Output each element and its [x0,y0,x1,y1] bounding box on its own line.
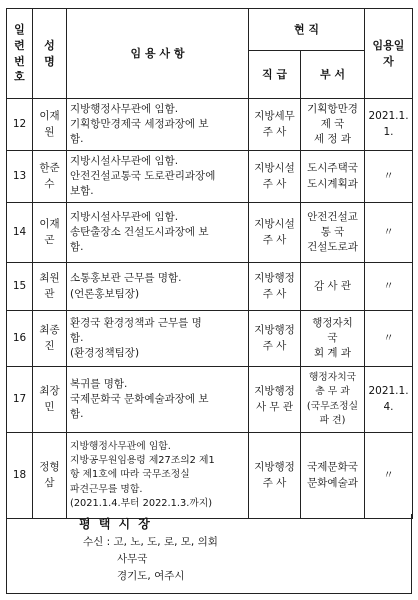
rank-cell: 지방행정 사 무 관 [249,367,301,433]
row-number: 14 [7,203,33,263]
row-number: 13 [7,151,33,203]
row-number: 16 [7,311,33,367]
department-cell: 감 사 관 [301,263,365,311]
rank-cell: 지방행정 주 사 [249,263,301,311]
date-cell: 〃 [365,263,413,311]
recipient-list [83,534,218,584]
department-cell: 행정자치국 총 무 과 (국무조정실 파 견) [301,367,365,433]
person-name: 이재 곤 [33,203,67,263]
detail-line: 함. [70,241,84,254]
detail-line: 국제문화국 문화예술과장에 보 [70,392,209,405]
appointment-detail [67,263,249,311]
table-row [7,433,413,519]
detail-line: 소통홍보관 근무를 명함. [70,272,182,285]
rank-cell: 지방시설 주 사 [249,203,301,263]
appointment-detail [67,367,249,433]
row-number: 15 [7,263,33,311]
row-number: 18 [7,433,33,519]
person-name: 최장 민 [33,367,67,433]
rank-cell: 지방세무 주 사 [249,99,301,151]
date-cell: 〃 [365,433,413,519]
department-cell: 국제문화국 문화예술과 [301,433,365,519]
person-name: 최종 진 [33,311,67,367]
document-footer [6,514,412,594]
rank-cell: 지방행정 주 사 [249,311,301,367]
detail-line: 항 제1호에 따라 국무조정실 [70,469,190,481]
recipient-line: 수신 : 고, 노, 도, 로, 모, 의회 [83,536,218,548]
appointment-detail [67,151,249,203]
issuer-title: 평 택 시 장 [79,517,152,531]
date-cell: 〃 [365,311,413,367]
header-current-position: 현 직 [249,9,365,51]
header-serial-number: 일 련 번 호 [7,9,33,99]
date-cell: 2021.1. 4. [365,367,413,433]
row-number: 12 [7,99,33,151]
department-cell: 안전건설교 통 국 건설도로과 [301,203,365,263]
appointment-detail [67,311,249,367]
table-row [7,311,413,367]
person-name: 최원 관 [33,263,67,311]
date-cell: 〃 [365,151,413,203]
header-appointment-date: 임용일 자 [365,9,413,99]
department-cell: 행정자치 국 회 계 과 [301,311,365,367]
person-name: 한준 수 [33,151,67,203]
header-department: 부 서 [301,51,365,99]
table-row [7,263,413,311]
detail-line: 안전건설교통국 도로관리과장에 [70,169,216,182]
detail-line: (환경정책팀장) [70,347,140,360]
table-row [7,367,413,433]
detail-line: 파견근무를 명함. [70,483,143,495]
detail-line: 지방시설사무관에 임함. [70,154,179,167]
appointment-detail [67,99,249,151]
recipient-line: 사무국 [117,552,148,565]
detail-line: 함. [70,133,84,146]
detail-line: 환경국 환경정책과 근무를 명 [70,316,202,329]
detail-line: 보함. [70,185,94,198]
person-name: 이재 원 [33,99,67,151]
date-cell: 2021.1. 1. [365,99,413,151]
detail-line: (2021.1.4.부터 2022.1.3.까지) [70,497,213,509]
table-row [7,99,413,151]
detail-line: 함. [70,331,84,344]
detail-line: 지방공무원임용령 제27조의2 제1 [70,455,215,467]
detail-line: 지방행정사무관에 임함. [70,440,171,452]
detail-line: 지방시설사무관에 임함. [70,210,179,223]
date-cell: 〃 [365,203,413,263]
person-name: 정형 삼 [33,433,67,519]
detail-line: (언론홍보팀장) [70,287,140,300]
header-name: 성 명 [33,9,67,99]
detail-line: 송탄출장소 건설도시과장에 보 [70,225,209,238]
recipient-line: 경기도, 여주시 [117,569,185,582]
row-number: 17 [7,367,33,433]
appointment-detail [67,433,249,519]
appointment-detail [67,203,249,263]
detail-line: 함. [70,408,84,421]
detail-line: 지방행정사무관에 임함. [70,102,179,115]
department-cell: 도시주택국 도시계획과 [301,151,365,203]
table-row [7,151,413,203]
rank-cell: 지방시설 주 사 [249,151,301,203]
detail-line: 복귀를 명함. [70,377,128,390]
header-appointment-matters: 임 용 사 항 [67,9,249,99]
rank-cell: 지방행정 주 사 [249,433,301,519]
table-row [7,203,413,263]
department-cell: 기획항만경 제 국 세 정 과 [301,99,365,151]
appointment-table [6,8,413,519]
header-rank: 직 급 [249,51,301,99]
detail-line: 기획항만경제국 세정과장에 보 [70,117,209,130]
